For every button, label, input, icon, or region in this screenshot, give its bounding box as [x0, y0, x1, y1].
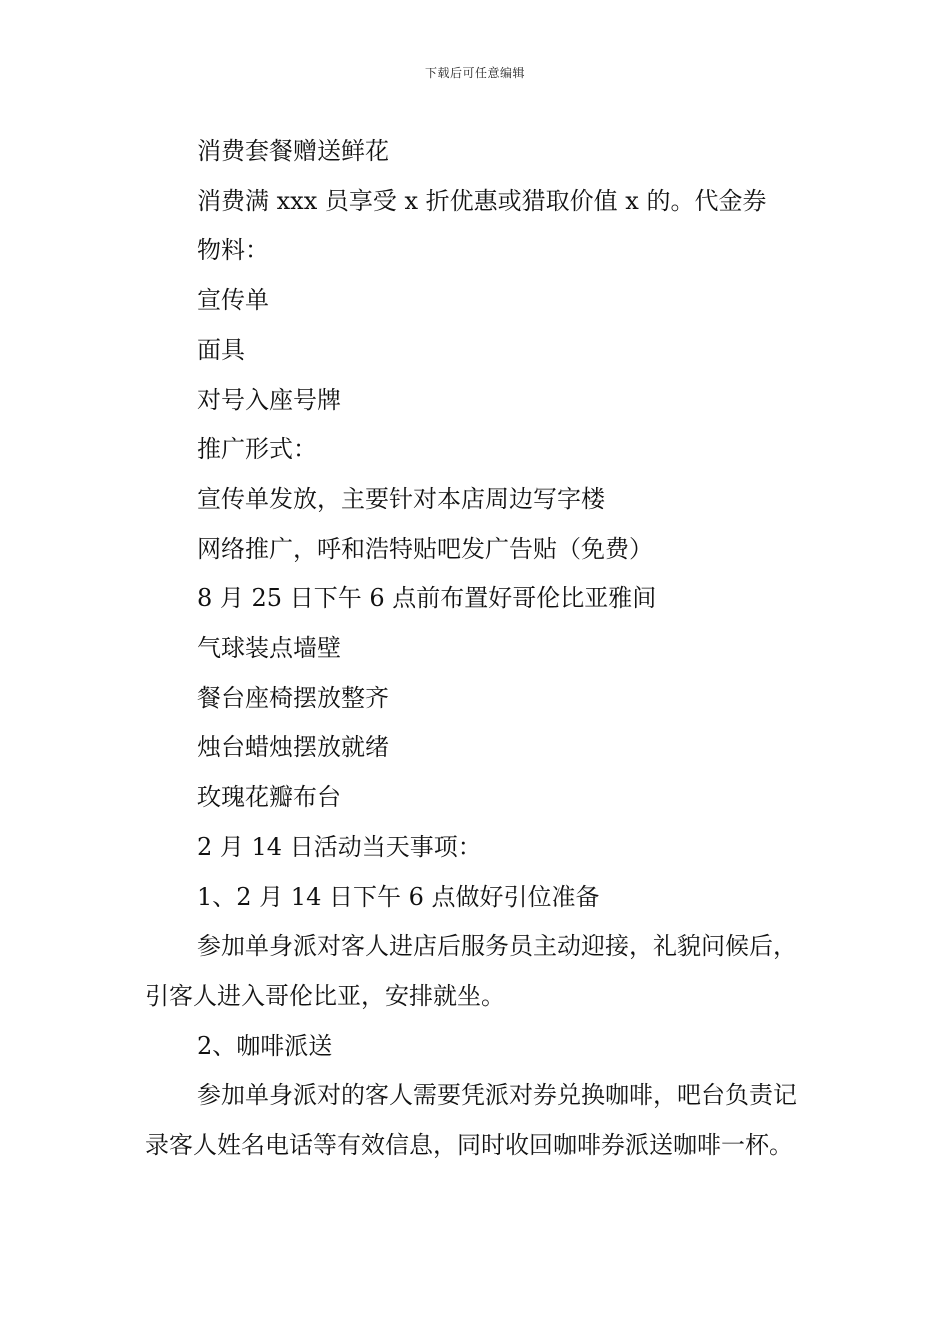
- paragraph: 网络推广，呼和浩特贴吧发广告贴（免费）: [197, 534, 653, 563]
- paragraph: 烛台蜡烛摆放就绪: [197, 733, 389, 762]
- paragraph: 玫瑰花瓣布台: [197, 783, 341, 812]
- paragraph: 1、2 月 14 日下午 6 点做好引位准备: [197, 882, 600, 911]
- document-body: [145, 127, 810, 1171]
- paragraph: 参加单身派对客人进店后服务员主动迎接，礼貌问候后，引客人进入哥伦比亚，安排就坐。: [145, 932, 797, 1010]
- paragraph: 推广形式：: [197, 435, 317, 464]
- page-header: 下载后可任意编辑: [424, 66, 525, 80]
- paragraph: 宣传单: [197, 286, 269, 315]
- paragraph: 消费满 xxx 员享受 x 折优惠或猎取价值 x 的。代金券: [197, 186, 767, 215]
- paragraph: 气球装点墙壁: [197, 634, 341, 663]
- paragraph: 对号入座号牌: [197, 385, 341, 414]
- paragraph: 面具: [197, 335, 245, 364]
- paragraph: 消费套餐赠送鲜花: [197, 137, 389, 165]
- paragraph: 参加单身派对的客人需要凭派对券兑换咖啡，吧台负责记录客人姓名电话等有效信息，同时收回咖啡券派送咖啡一杯。: [145, 1081, 797, 1160]
- paragraph: 宣传单发放，主要针对本店周边写字楼: [197, 484, 605, 513]
- paragraph: 2 月 14 日活动当天事项：: [197, 832, 482, 861]
- paragraph: 2、咖啡派送: [197, 1031, 333, 1060]
- paragraph: 餐台座椅摆放整齐: [197, 683, 389, 712]
- paragraph: 物料：: [197, 236, 269, 265]
- paragraph: 8 月 25 日下午 6 点前布置好哥伦比亚雅间: [197, 584, 657, 613]
